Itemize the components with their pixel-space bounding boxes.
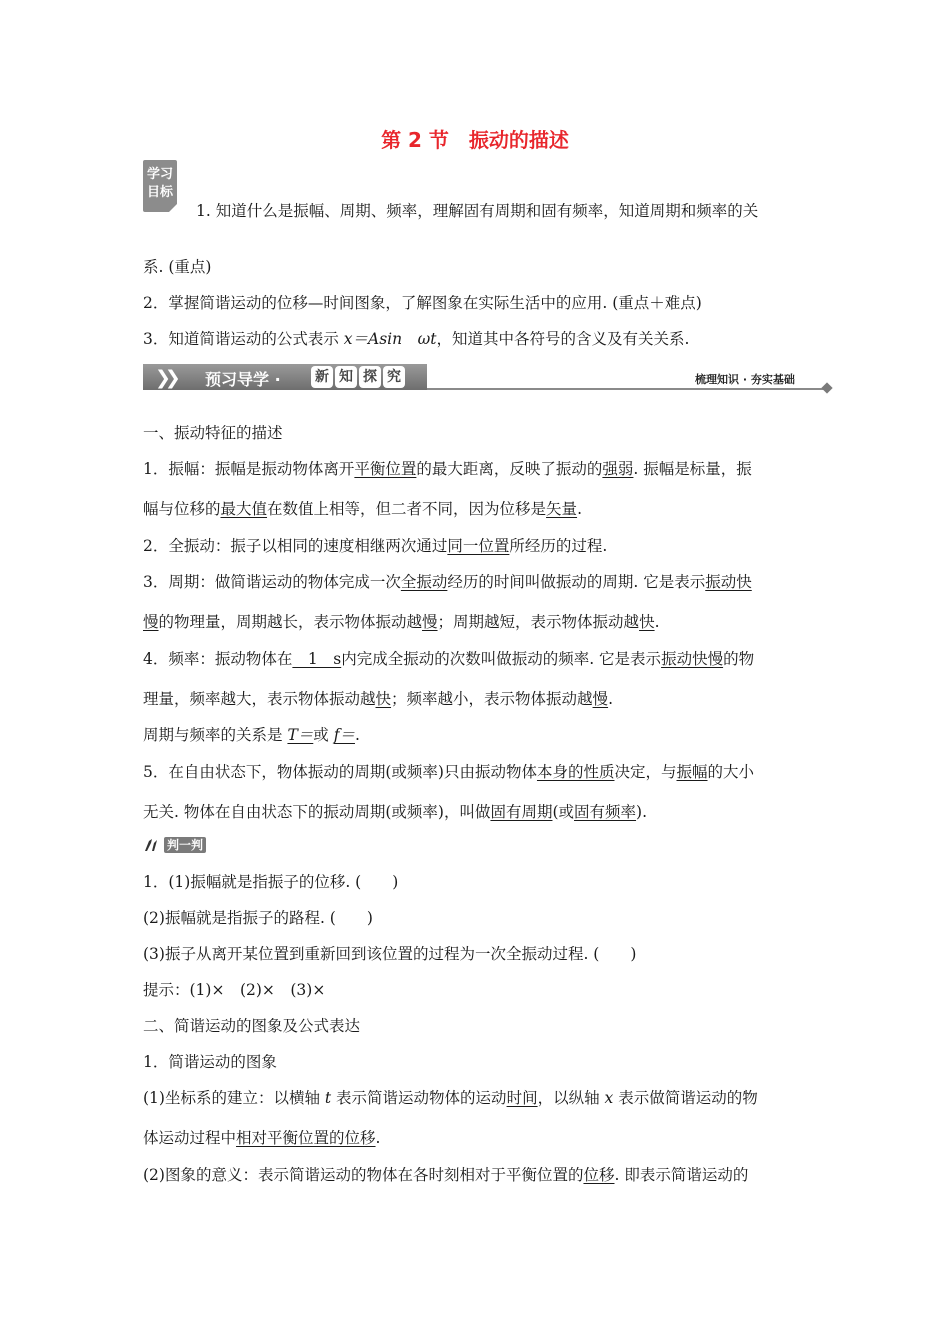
tag-line-2: 目标 [146,185,173,200]
judge-header [143,835,206,853]
banner-tile: 新 [311,366,333,388]
section-2-heading: 二、简谐运动的图象及公式表达 [143,1017,361,1035]
frequency-para-cont: 理量，频率越大，表示物体振动越快；频率越小，表示物体振动越慢. [143,690,613,708]
page-title: 第 2 节 振动的描述 [381,128,569,152]
full-vibration-para: 2．全振动：振子以相同的速度相继两次通过同一位置所经历的过程. [143,537,608,555]
frequency-para: 4．频率：振动物体在 1 s内完成全振动的次数叫做振动的频率. 它是表示振动快慢的物 [143,650,755,668]
graph-meaning-para: (2)图象的意义：表示简谐运动的物体在各时刻相对于平衡位置的位移. 即表示简谐运动的 [143,1166,749,1184]
judge-q1: 1．(1)振幅就是指振子的位移. ( ) [143,873,399,891]
period-para: 3．周期：做简谐运动的物体完成一次全振动经历的时间叫做振动的周期. 它是表示振动快 [143,573,752,591]
diamond-icon [821,382,832,393]
natural-period-para: 5．在自由状态下，物体振动的周期(或频率)只由振动物体本身的性质决定，与振幅的大小 [143,763,755,781]
natural-period-para-cont: 无关. 物体在自由状态下的振动周期(或频率)，叫做固有周期(或固有频率). [143,803,648,821]
double-chevron-icon: ❯❯ [155,367,175,389]
section-banner [143,364,833,392]
banner-subtitle: 梳理知识 · 夯实基础 [695,373,795,386]
banner-tile: 究 [383,366,405,388]
banner-title: 预习导学 · [205,370,281,389]
graph-axes-para: (1)坐标系的建立：以横轴 t 表示简谐运动物体的运动时间，以纵轴 x 表示做简谐运动的物 [143,1089,758,1107]
learning-objectives-tag [143,160,177,212]
amplitude-para-cont: 幅与位移的最大值在数值上相等，但二者不同，因为位移是矢量. [143,500,582,518]
formula: x＝Asin ωt [343,330,437,348]
amplitude-para: 1．振幅：振幅是振动物体离开平衡位置的最大距离，反映了振动的强弱. 振幅是标量，振 [143,460,752,478]
judge-q2: (2)振幅就是指振子的路程. ( ) [143,909,373,927]
objective-1: 1. 知道什么是振幅、周期、频率，理解固有周期和固有频率，知道周期和频率的关 [196,202,759,220]
pen-icon [143,837,159,853]
objective-1-cont: 系. (重点) [143,258,212,276]
banner-tiles [311,366,407,388]
period-frequency-relation: 周期与频率的关系是 T＝或 f＝. [143,726,360,744]
judge-hint: 提示：(1)× (2)× (3)× [143,981,326,999]
graph-axes-para-cont: 体运动过程中相对平衡位置的位移. [143,1129,381,1147]
objective-2: 2．掌握简谐运动的位移—时间图象，了解图象在实际生活中的应用. (重点＋难点) [143,294,702,312]
section-2-sub1: 1．简谐运动的图象 [143,1053,277,1071]
section-1-heading: 一、振动特征的描述 [143,424,283,442]
judge-label: 判一判 [164,837,206,853]
judge-q3: (3)振子从离开某位置到重新回到该位置的过程为一次全振动过程. ( ) [143,945,637,963]
tag-line-1: 学习 [146,167,173,182]
period-para-cont: 慢的物理量，周期越长，表示物体振动越慢；周期越短，表示物体振动越快. [143,613,660,631]
banner-tile: 知 [335,366,357,388]
objective-3: 3．知道简谐运动的公式表示 x＝Asin ωt，知道其中各符号的含义及有关关系. [143,330,690,348]
banner-tile: 探 [359,366,381,388]
